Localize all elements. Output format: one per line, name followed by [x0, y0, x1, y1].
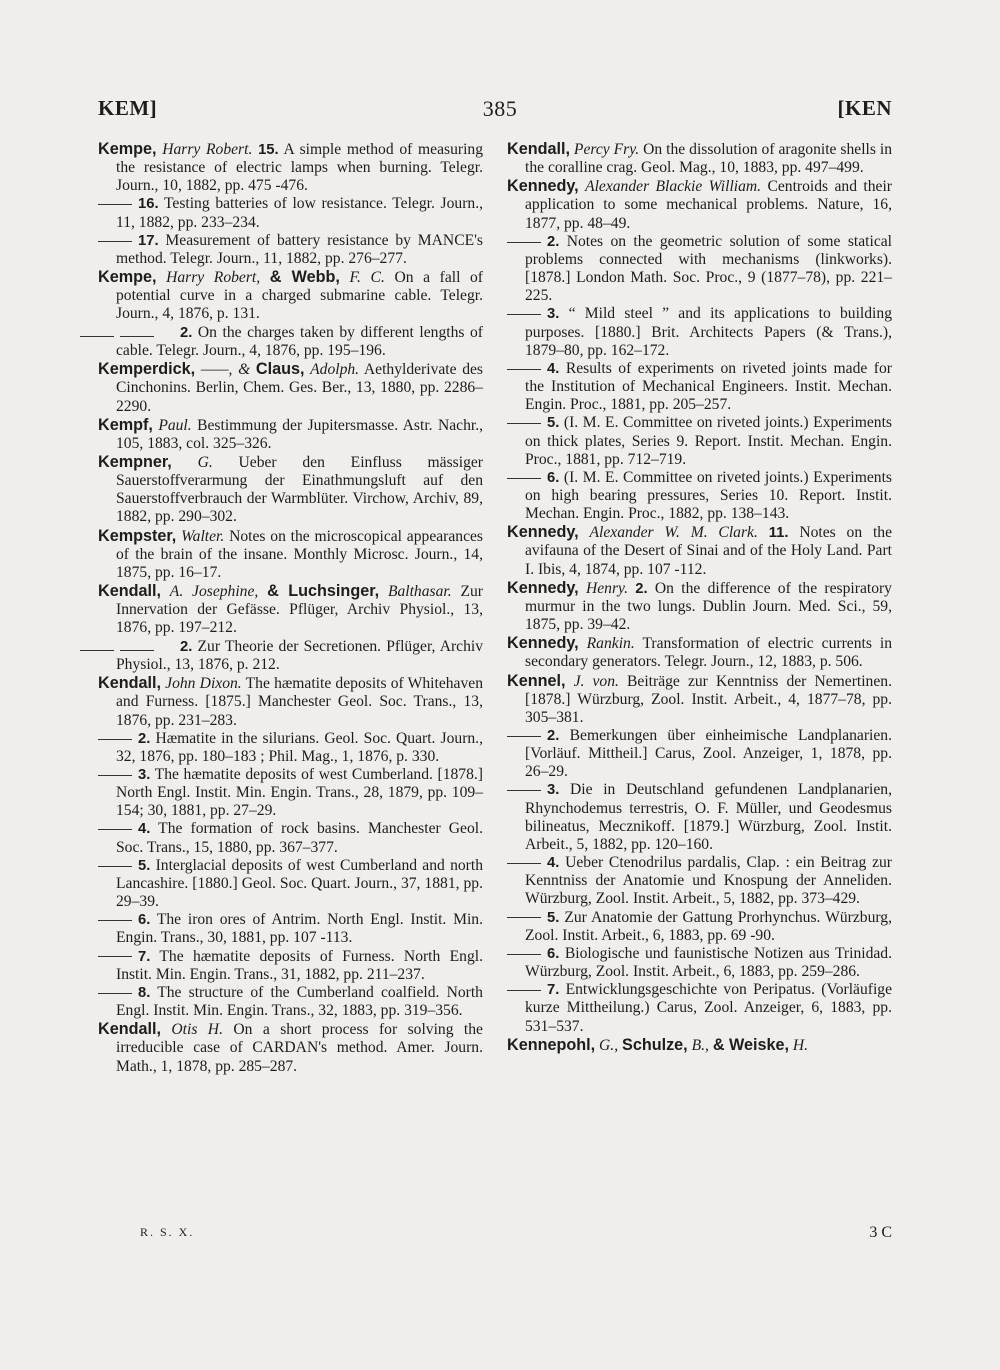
author-forename: Harry Robert. — [162, 141, 253, 158]
author-forename: Harry Robert, — [166, 269, 261, 287]
entry-text: Hæmatite in the silurians. Geol. Soc. Quart. Journ., 32, 1876, pp. 180–183 ; Phil. Mag., 1, 1876, p. 330. — [116, 729, 483, 765]
author-name: Kennedy, — [507, 523, 579, 542]
ditto-dash — [507, 863, 541, 864]
bibliography-entry — [507, 177, 892, 232]
ditto-double-dash — [98, 324, 174, 342]
author-forename: Percy Fry. — [573, 141, 640, 158]
bibliography-entry — [98, 582, 483, 637]
bibliography-entry — [507, 909, 892, 945]
bibliography-entry — [98, 268, 483, 323]
author-forename: John Dixon. — [165, 675, 242, 693]
ditto-dash — [507, 954, 541, 955]
entry-text: Ueber Ctenodrilus pardalis, Clap. : ein Beitrag zur Kenntniss der Anatomie und Knospung der Anneliden. Würzburg, Zool. Instit. Arbeit., 5, 1882, pp. 373–429. — [525, 854, 892, 908]
entry-text: On a fall of potential curve in a charged submarine cable. Telegr. Journ., 4, 1876, p. 131. — [116, 269, 483, 323]
entry-number: 16. — [138, 196, 159, 213]
author-name: Kendall, — [98, 674, 161, 693]
entry-text: Entwicklungsgeschichte von Peripatus. (Vorläufige kurze Mittheilung.) Carus, Zool. Anzeiger, 6, 1883, pp. 531–537. — [525, 981, 892, 1035]
sheet-mark: 3 C — [869, 1224, 892, 1241]
author-forename: Walter. — [181, 527, 225, 545]
entry-text: (I. M. E. Committee on riveted joints.) Experiments on high bearing pressures, Series 10. Report. Instit. Mechan. Engin. Proc., 1882, pp. 138–143. — [525, 468, 892, 523]
author-name: Kempe, — [98, 140, 157, 158]
bibliography-entry — [98, 360, 483, 415]
entry-number: 4. — [547, 360, 560, 377]
bibliography-entry — [507, 854, 892, 908]
author-name: Kempster, — [98, 526, 177, 545]
entry-number: 6. — [138, 912, 151, 929]
entry-text: Bestimmung der Jupitersmasse. Astr. Nachr., 105, 1883, col. 325–326. — [116, 416, 484, 452]
bibliography-entry — [98, 730, 483, 766]
ditto-dash — [98, 866, 132, 867]
entry-text: Zur Anatomie der Gattung Prorhynchus. Würzburg, Zool. Instit. Arbeit., 6, 1883, pp. 69 -90. — [525, 908, 892, 944]
entry-number: 11. — [768, 525, 789, 542]
entry-text: On the dissolution of aragonite shells in the coralline crag. Geol. Mag., 10, 1883, pp. 497–499. — [525, 141, 893, 177]
ditto-dash — [98, 241, 132, 242]
author-name: Kennedy, — [507, 578, 579, 597]
entry-number: 2. — [180, 324, 193, 341]
entry-text: Interglacial deposits of west Cumberland and north Lancashire. [1880.] Geol. Soc. Quart. Journ., 37, 1881, pp. 29–39. — [116, 856, 483, 911]
bibliography-entry — [98, 140, 483, 195]
author-forename: Alexander W. M. Clark. — [589, 524, 758, 542]
entry-number: 5. — [547, 909, 560, 926]
ditto-dash — [507, 478, 541, 479]
entry-number: 5. — [547, 415, 560, 432]
bibliography-entry — [98, 638, 483, 675]
entry-text: (I. M. E. Committee on riveted joints.) Experiments on thick plates, Series 9. Report. Instit. Mechan. Engin. Proc., 1881, pp. 712–719. — [525, 414, 892, 468]
ditto-dash — [507, 990, 541, 991]
entry-number: 5. — [138, 857, 151, 874]
ditto-dash — [98, 739, 132, 740]
entry-text: Beiträge zur Kenntniss der Nemertinen. [1878.] Würzburg, Zool. Instit. Arbeit., 4, 1877–78, pp. 305–381. — [525, 672, 892, 726]
author-name: Kempf, — [98, 415, 153, 434]
entry-text: Bemerkungen über einheimische Landplanarien. [Vorläuf. Mittheil.] Carus, Zool. Anzeiger, 1, 1878, pp. 26–29. — [525, 727, 892, 781]
author-name: Kempner, — [98, 453, 172, 471]
entry-number: 8. — [138, 984, 151, 1001]
coauthor-forename: B., — [691, 1036, 709, 1054]
ditto-dash — [98, 775, 132, 776]
ditto-dash — [98, 829, 132, 830]
bibliography-entry — [98, 984, 483, 1020]
entry-number: 2. — [180, 638, 193, 655]
signature-mark: R. S. X. — [140, 1225, 195, 1239]
coauthor-forename: Adolph. — [310, 361, 360, 379]
right-column — [507, 140, 892, 1055]
bibliography-entry — [98, 911, 483, 947]
entry-text: The hæmatite deposits of west Cumberland. [1878.] North Engl. Instit. Min. Engin. Trans., 28, 1879, pp. 109–154; 30, 1881, pp. 27–29. — [116, 766, 483, 820]
ditto-dash — [98, 204, 132, 205]
bibliography-entry — [98, 195, 483, 231]
entry-text: Measurement of battery resistance by MANCE's method. Telegr. Journ., 11, 1882, pp. 276–277. — [116, 231, 484, 267]
coauthor-name: & Luchsinger, — [267, 582, 380, 601]
ditto-dash — [98, 993, 132, 994]
entry-number: 3. — [547, 782, 560, 799]
author-name: Kennedy, — [507, 634, 579, 653]
ditto-dash — [507, 314, 541, 315]
bibliography-entry — [507, 233, 892, 306]
author-forename: A. Josephine, — [169, 583, 259, 601]
author-name: Kennedy, — [507, 177, 579, 196]
author-name: Kennel, — [507, 671, 566, 690]
coauthor-name: & Weiske, — [712, 1035, 790, 1054]
bibliography-entry — [507, 414, 892, 468]
entry-text: Centroids and their application to some mechanical problems. Nature, 16, 1877, pp. 48–49. — [525, 178, 892, 232]
entry-number: 2. — [547, 233, 560, 250]
author-name: Kendall, — [507, 140, 570, 158]
coauthor-name: & Webb, — [269, 268, 340, 287]
coauthor-forename: Balthasar. — [387, 583, 452, 601]
ditto-dash — [507, 917, 541, 918]
ditto-dash — [507, 242, 541, 243]
author-name: Kendall, — [98, 1020, 161, 1039]
bibliography-entry — [507, 634, 892, 671]
entry-text: The structure of the Cumberland coalfield. North Engl. Instit. Min. Engin. Trans., 32, 1883, pp. 319–356. — [116, 983, 483, 1020]
page-number: 385 — [482, 96, 518, 121]
running-head-left: KEM] — [98, 96, 158, 120]
author-forename: Alexander Blackie William. — [585, 178, 762, 196]
bibliography-entry — [507, 523, 892, 578]
author-forename: Henry. — [585, 579, 628, 597]
entry-number: 6. — [547, 469, 560, 486]
coauthor-name: Claus, — [255, 360, 305, 379]
entry-number: 7. — [547, 982, 560, 999]
bibliography-entry — [507, 305, 892, 359]
entry-number: 7. — [138, 948, 151, 965]
bibliography-entry — [98, 1020, 483, 1075]
entry-number: 6. — [547, 945, 560, 962]
entry-text: The iron ores of Antrim. North Engl. Instit. Min. Engin. Trans., 30, 1881, pp. 107 -113. — [116, 911, 483, 947]
bibliography-entry — [507, 781, 892, 854]
entry-text: Transformation of electric currents in secondary generators. Telegr. Journ., 12, 1883, p. 506. — [525, 635, 892, 671]
bibliography-entry — [507, 727, 892, 781]
entry-number: 17. — [138, 232, 159, 249]
author-name: Kempe, — [98, 268, 157, 287]
entry-text: Aethylderivate des Cinchonins. Berlin, Chem. Ges. Ber., 13, 1880, pp. 2286–2290. — [116, 361, 483, 415]
coauthor-forename: F. C. — [349, 269, 385, 287]
bibliography-entry — [507, 1036, 892, 1055]
bibliography-entry — [507, 672, 892, 727]
entry-text: The hæmatite deposits of Whitehaven and Furness. [1875.] Manchester Geol. Soc. Trans., 13, 1876, pp. 231–283. — [116, 675, 483, 729]
bibliography-entry — [507, 579, 892, 634]
entry-text: On the charges taken by different lengths of cable. Telegr. Journ., 4, 1876, pp. 195–196. — [116, 323, 484, 360]
author-name: Kennepohl, — [507, 1035, 596, 1054]
entry-text: Notes on the avifauna of the Desert of Sinai and of the Holy Land. Part I. Ibis, 4, 1874, pp. 107 -112. — [525, 524, 893, 578]
ditto-dash — [507, 790, 541, 791]
bibliography-entry — [98, 948, 483, 984]
entry-number: 4. — [138, 821, 151, 838]
author-forename: Otis H. — [171, 1021, 223, 1039]
bibliography-entry — [507, 945, 892, 981]
bibliography-entry — [507, 981, 892, 1035]
author-name: Kemperdick, — [98, 360, 196, 379]
bibliography-entry — [98, 674, 483, 729]
ditto-dash — [98, 956, 132, 957]
ditto-double-dash — [98, 638, 174, 656]
entry-text: The formation of rock basins. Manchester Geol. Soc. Trans., 15, 1880, pp. 367–377. — [116, 820, 484, 856]
author-forename: G., — [599, 1036, 619, 1054]
bibliography-entry — [98, 324, 483, 361]
coauthor-forename: H. — [792, 1036, 809, 1054]
running-head-right: [KEN — [837, 96, 892, 120]
bibliography-entry — [98, 820, 483, 856]
coauthor-name: Schulze, — [622, 1035, 688, 1054]
author-forename: J. von. — [573, 672, 619, 690]
entry-text: Results of experiments on riveted joints made for the Institution of Mechanical Engineers. Instit. Mechan. Engin. Proc., 1881, pp. 205–257. — [525, 359, 892, 414]
left-column — [98, 140, 483, 1076]
ditto-dash — [507, 369, 541, 370]
ditto-dash — [507, 736, 541, 737]
author-forename: Rankin. — [586, 635, 635, 653]
entry-text: Notes on the microscopical appearances of the brain of the insane. Monthly Microsc. Journ., 14, 1875, pp. 16–17. — [116, 527, 483, 581]
entry-number: 3. — [547, 306, 560, 323]
entry-text: On a short process for solving the irreducible case of CARDAN's method. Amer. Journ. Math., 1, 1878, pp. 285–287. — [116, 1021, 483, 1075]
bibliography-entry — [98, 416, 483, 453]
author-forename: ——, & — [200, 361, 256, 379]
entry-number: 15. — [258, 142, 279, 158]
author-name: Kendall, — [98, 582, 161, 601]
bibliography-entry — [98, 453, 483, 527]
entry-text: A simple method of measuring the resistance of electric lamps when burning. Telegr. Journ., 10, 1882, pp. 475 -476. — [116, 141, 483, 195]
ditto-dash — [507, 423, 541, 424]
bibliography-entry — [98, 857, 483, 911]
entry-text: Zur Innervation der Gefässe. Pflüger, Archiv Physiol., 13, 1876, pp. 197–212. — [116, 583, 483, 637]
author-forename: Paul. — [158, 416, 192, 434]
entry-text: Die in Deutschland gefundenen Landplanarien, Rhynchodemus terrestris, O. F. Müller, und Geodesmus bilineatus, Mecznikoff. [1879.] Würzburg, Zool. Instit. Arbeit., 5, 1882, pp. 120–160. — [525, 781, 893, 853]
entry-text: On the difference of the respiratory murmur in the two lungs. Dublin Journ. Med. Sci., 59, 1875, pp. 39–42. — [525, 579, 892, 634]
bibliography-entry — [98, 527, 483, 582]
entry-number: 4. — [547, 855, 560, 872]
ditto-dash — [98, 920, 132, 921]
bibliography-entry — [507, 360, 892, 414]
entry-text: Biologische und faunistische Notizen aus Trinidad. Würzburg, Zool. Instit. Arbeit., 6, 1883, pp. 259–286. — [525, 944, 892, 981]
entry-number: 2. — [138, 730, 151, 747]
entry-text: Testing batteries of low resistance. Telegr. Journ., 11, 1882, pp. 233–234. — [116, 195, 483, 231]
entry-text: Zur Theorie der Secretionen. Pflüger, Archiv Physiol., 13, 1876, p. 212. — [116, 637, 483, 674]
entry-text: Notes on the geometric solution of some statical problems connected with mechanisms (linkworks). [1878.] London Math. Soc. Proc., 9 (1877–78), pp. 221–225. — [525, 232, 892, 305]
entry-number: 2. — [635, 580, 648, 597]
bibliography-entry — [507, 140, 892, 177]
entry-number: 2. — [547, 728, 560, 744]
entry-text: Ueber den Einfluss mässiger Sauerstoffverarmung der Einathmungsluft auf den Sauerstoffverbrauch der Warmblüter. Virchow, Archiv, 89, 1882, pp. 290–302. — [116, 454, 483, 526]
entry-text: “ Mild steel ” and its applications to building purposes. [1880.] Brit. Architects Papers (& Trans.), 1879–80, pp. 162–172. — [525, 305, 892, 359]
entry-number: 3. — [138, 767, 151, 783]
entry-text: The hæmatite deposits of Furness. North Engl. Instit. Min. Engin. Trans., 31, 1882, pp. 211–237. — [116, 947, 483, 983]
bibliography-entry — [507, 469, 892, 523]
author-forename: G. — [197, 454, 213, 471]
bibliography-entry — [98, 232, 483, 268]
bibliography-entry — [98, 766, 483, 820]
